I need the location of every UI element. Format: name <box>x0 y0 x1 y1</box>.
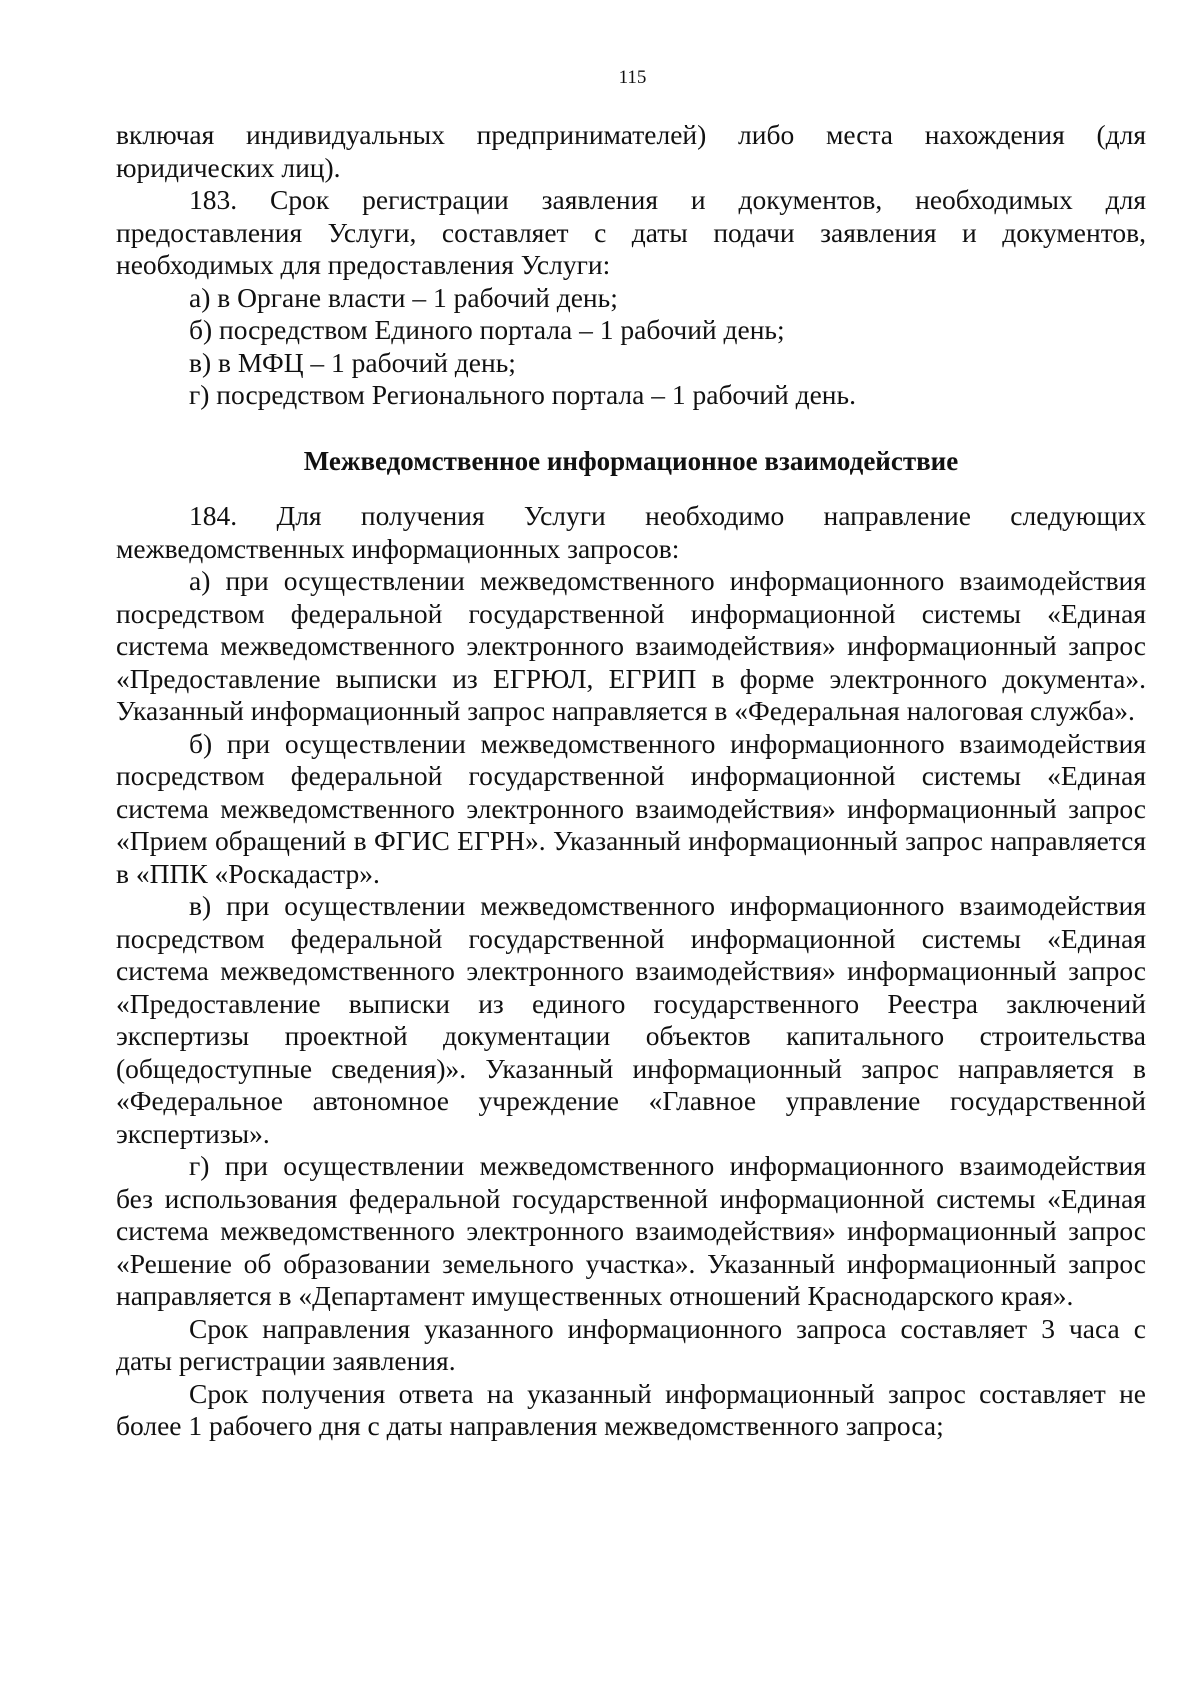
section-heading: Межведомственное информационное взаимодействие <box>303 445 959 476</box>
page-number: 115 <box>618 67 647 88</box>
paragraph-184: 184. Для получения Услуги необходимо направление следующих межведомственных информационных запросов: <box>116 500 1146 564</box>
paragraph-183: 183. Срок регистрации заявления и документов, необходимых для предоставления Услуги, составляет с даты подачи заявления и документов, необходимых для предоставления Услуги: <box>116 184 1146 280</box>
paragraph-response-deadline: Срок получения ответа на указанный информационный запрос составляет не более 1 рабочего дня с даты направления межведомственного запроса; <box>116 1377 1146 1441</box>
request-item-b: б) при осуществлении межведомственного информационного взаимодействия посредством федеральной государственной информационной системы «Единая система межведомственного электронного взаимодействия» информационный запрос «Прием обращений в ФГИС ЕГРН». Указанный информационный запрос направляется в «ППК «Роскадастр». <box>116 727 1146 889</box>
list-item-b: б) посредством Единого портала – 1 рабочий день; <box>189 314 785 345</box>
document-body <box>116 119 1146 1443</box>
list-item-a: а) в Органе власти – 1 рабочий день; <box>189 281 618 313</box>
request-item-v: в) при осуществлении межведомственного информационного взаимодействия посредством федеральной государственной информационной системы «Единая система межведомственного электронного взаимодействия» информационный запрос «Предоставление выписки из единого государственного Реестра заключений экспертизы проектной документации объектов капитального строительства (общедоступные сведения)». Указанный информационный запрос направляется в «Федеральное автономное учреждение «Главное управление государственной экспертизы». <box>116 890 1146 1149</box>
paragraph-request-deadline: Срок направления указанного информационного запроса составляет 3 часа с даты регистрации заявления. <box>116 1312 1146 1376</box>
request-item-a: а) при осуществлении межведомственного информационного взаимодействия посредством федеральной государственной информационной системы «Единая система межведомственного электронного взаимодействия» информационный запрос «Предоставление выписки из ЕГРЮЛ, ЕГРИП в форме электронного документа». Указанный информационный запрос направляется в «Федеральная налоговая служба». <box>116 565 1146 726</box>
request-item-g: г) при осуществлении межведомственного информационного взаимодействия без использования федеральной государственной информационной системы «Единая система межведомственного электронного взаимодействия» информационный запрос «Решение об образовании земельного участка». Указанный информационный запрос направляется в «Департамент имущественных отношений Краснодарского края». <box>116 1150 1146 1311</box>
list-item-g: г) посредством Регионального портала – 1 рабочий день. <box>189 379 856 410</box>
list-item-v: в) в МФЦ – 1 рабочий день; <box>189 346 516 378</box>
paragraph-continuation: включая индивидуальных предпринимателей) либо места нахождения (для юридических лиц). <box>116 119 1146 183</box>
